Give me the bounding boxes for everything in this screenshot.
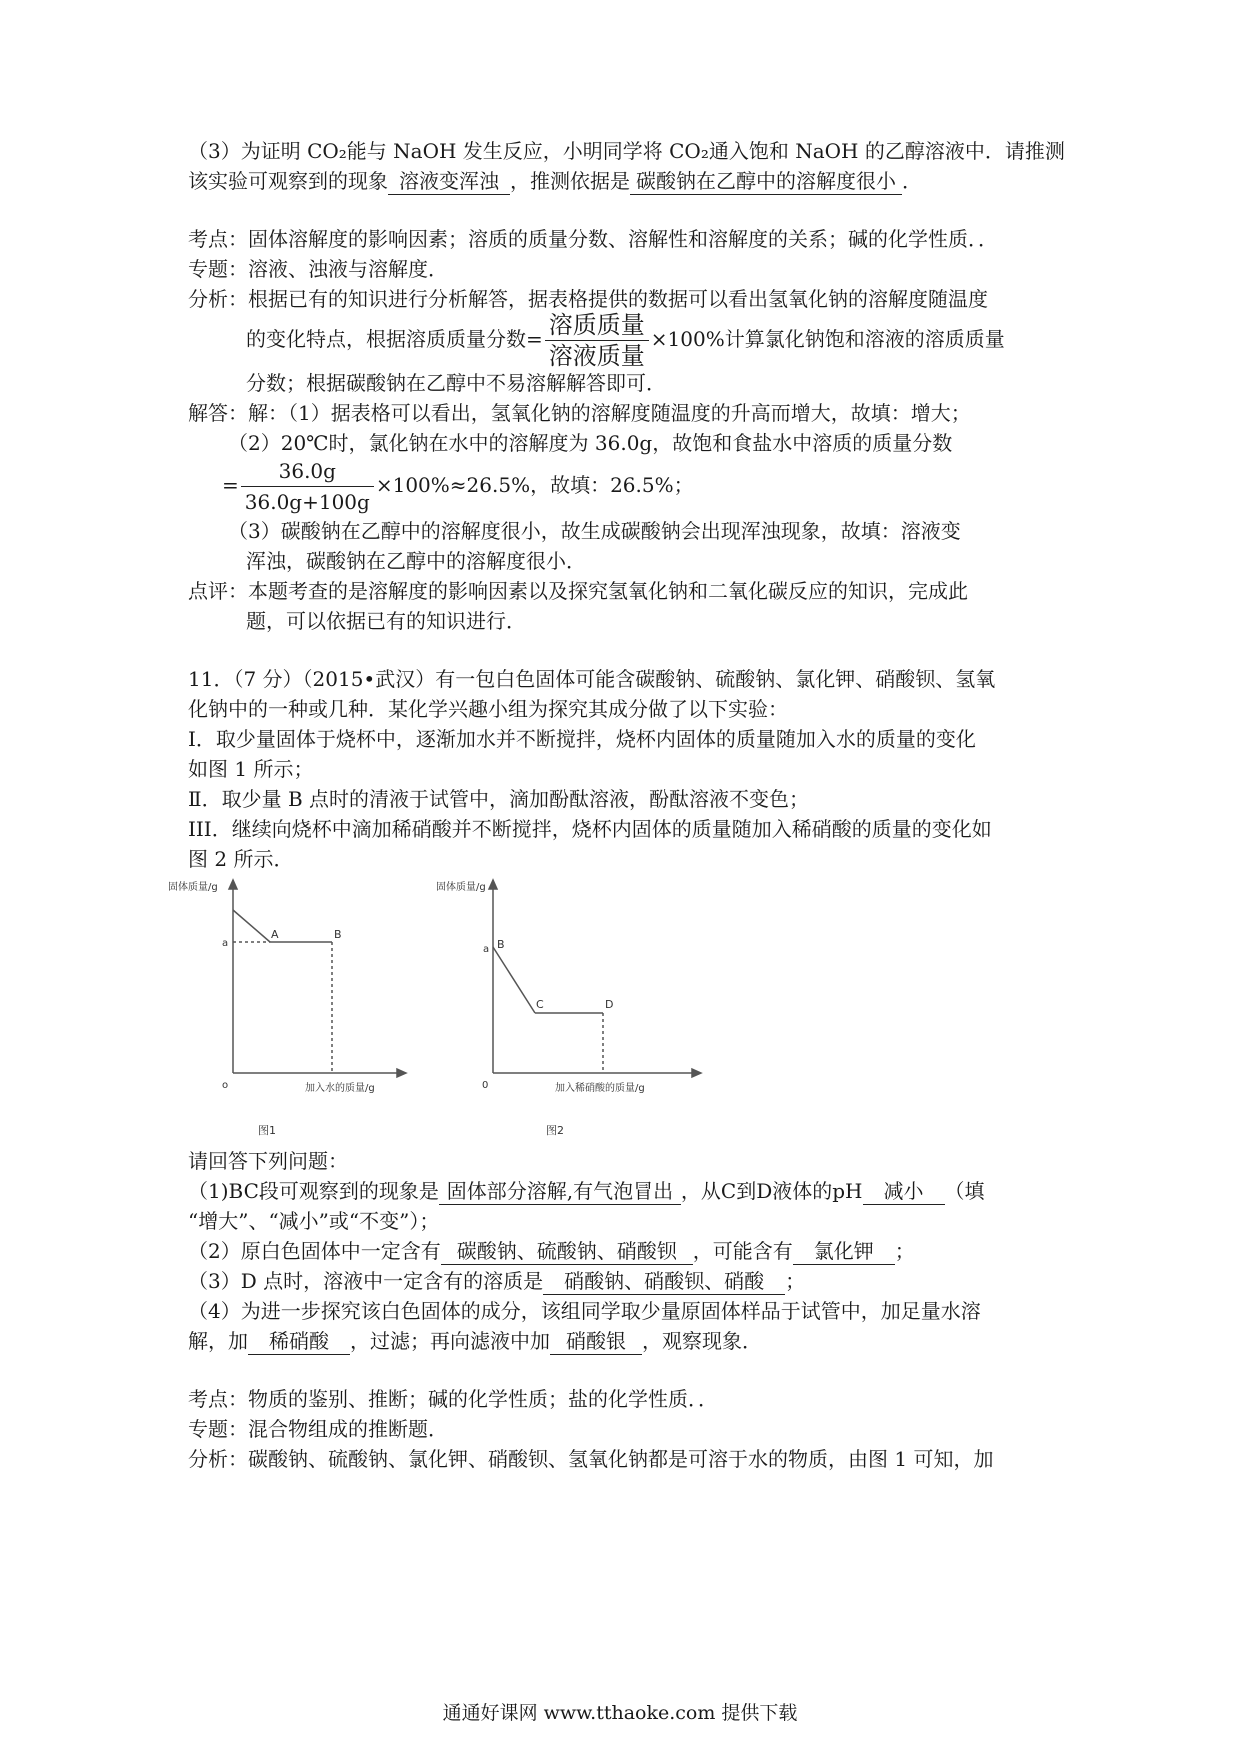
answer-blank: 硝酸银 — [550, 1328, 642, 1355]
question-4-line-1: （4）为进一步探究该白色固体的成分，该组同学取少量原固体样品于试管中，加足量水溶 — [188, 1299, 981, 1323]
jieda-line-3: （3）碳酸钠在乙醇中的溶解度很小，故生成碳酸钠会出现浑浊现象，故填：溶液变 — [228, 519, 961, 543]
answer-blank: 减小 — [863, 1178, 945, 1205]
q11-step3-b: 图 2 所示． — [188, 847, 294, 871]
point-a-label: A — [271, 928, 279, 941]
question-3: （3）D 点时，溶液中一定含有的溶质是 硝酸钠、硝酸钡、硝酸 ； — [188, 1269, 806, 1293]
x-axis-arrow — [397, 1069, 406, 1077]
figure-1 — [168, 880, 460, 1140]
kaodian-2: 考点：物质的鉴别、推断；碱的化学性质；盐的化学性质．． — [188, 1387, 718, 1411]
dianping-line-1: 点评：本题考查的是溶解度的影响因素以及探究氢氧化钠和二氧化碳反应的知识，完成此 — [188, 579, 968, 603]
q11-step2: Ⅱ．取少量 B 点时的清液于试管中，滴加酚酞溶液，酚酞溶液不变色； — [188, 787, 810, 811]
curve-segment-descending — [493, 947, 535, 1013]
question-2: （2）原白色固体中一定含有 碳酸钠、硫酸钠、硝酸钡 ，可能含有 氯化钾 ； — [188, 1239, 915, 1263]
kaodian: 考点：固体溶解度的影响因素；溶质的质量分数、溶解性和溶解度的关系；碱的化学性质．． — [188, 227, 998, 251]
answer-blank: 固体部分溶解,有气泡冒出 — [439, 1178, 681, 1205]
answer-blank: 硝酸钠、硝酸钡、硝酸 — [543, 1268, 785, 1295]
question-1-hint: “增大”、“减小”或“不变”）； — [188, 1209, 440, 1233]
fenxi-2: 分析：碳酸钠、硫酸钠、氯化钾、硝酸钡、氢氧化钠都是可溶于水的物质，由图 1 可知，加 — [188, 1447, 994, 1471]
answer-blank: 碳酸钠、硫酸钠、硝酸钡 — [441, 1238, 693, 1265]
jieda-line-2: （2）20℃时，氯化钠在水中的溶解度为 36.0g，故饱和食盐水中溶质的质量分数 — [228, 431, 953, 455]
jieda-line-1: 解答：解：（1）据表格可以看出，氢氧化钠的溶解度随温度的升高而增大，故填：增大； — [188, 401, 971, 425]
x-axis-label: 加入水的质量/g — [305, 1083, 375, 1094]
figure-2 — [436, 880, 730, 1140]
zhuanti-2: 专题：混合物组成的推断题． — [188, 1417, 448, 1441]
x-axis-arrow — [692, 1069, 701, 1077]
fenxi-line-3: 分数；根据碳酸钠在乙醇中不易溶解解答即可． — [246, 371, 666, 395]
point-b-label: B — [497, 938, 505, 951]
x-axis-label: 加入稀硝酸的质量/g — [555, 1083, 645, 1094]
y-axis-arrow — [229, 880, 237, 889]
answer-blank: 碳酸钠在乙醇中的溶解度很小 — [630, 168, 902, 195]
a-level-label: a — [222, 938, 229, 949]
q3-line-2: 该实验可观察到的现象 溶液变浑浊 ，推测依据是 碳酸钠在乙醇中的溶解度很小 ． — [188, 169, 922, 193]
fenxi-line-1: 分析：根据已有的知识进行分析解答，据表格提供的数据可以看出氢氧化钠的溶解度随温度 — [188, 287, 988, 311]
q11-step1-a: Ⅰ．取少量固体于烧杯中，逐渐加水并不断搅拌，烧杯内固体的质量随加入水的质量的变化 — [188, 727, 976, 751]
q11-stem-2: 化钠中的一种或几种．某化学兴趣小组为探究其成分做了以下实验： — [188, 697, 788, 721]
answer-blank: 稀硝酸 — [248, 1328, 350, 1355]
mass-fraction-formula: $\frac{\text{溶质质量}}{\text{溶液质量}}$ — [545, 310, 649, 371]
questions-intro: 请回答下列问题： — [188, 1149, 348, 1173]
y-axis-label: 固体质量/g — [168, 882, 218, 893]
question-4-line-2: 解，加 稀硝酸 ，过滤；再向滤液中加 硝酸银 ，观察现象． — [188, 1329, 762, 1353]
answer-blank: 氯化钾 — [793, 1238, 895, 1265]
y-axis-arrow — [489, 880, 497, 889]
origin-label: o — [222, 1080, 229, 1091]
curve-segment-descending — [233, 910, 270, 942]
point-d-label: D — [605, 998, 614, 1011]
y-axis-label: 固体质量/g — [436, 882, 486, 893]
q11-stem-1: 11．（7 分）（2015•武汉）有一包白色固体可能含碳酸钠、硫酸钠、氯化钾、硝酸钡、氢氧 — [188, 667, 996, 691]
a-level-label: a — [483, 944, 490, 955]
q3-line-1: （3）为证明 CO₂能与 NaOH 发生反应，小明同学将 CO₂通入饱和 NaOH 的乙醇溶液中．请推测 — [188, 139, 1065, 163]
figure-caption: 图1 — [258, 1124, 276, 1137]
page-footer: 通通好课网 www.tthaoke.com 提供下载 — [442, 1702, 798, 1724]
origin-label: 0 — [482, 1080, 489, 1091]
dianping-line-2: 题，可以依据已有的知识进行． — [246, 609, 526, 633]
question-1: （1)BC段可观察到的现象是 固体部分溶解,有气泡冒出 ，从C到D液体的pH 减小 （填 — [188, 1179, 985, 1203]
point-c-label: C — [536, 998, 544, 1011]
q11-step3-a: III．继续向烧杯中滴加稀硝酸并不断搅拌，烧杯内固体的质量随加入稀硝酸的质量的变化如 — [188, 817, 992, 841]
figure-caption: 图2 — [546, 1124, 564, 1137]
fenxi-line-2: 的变化特点，根据溶质质量分数= $\frac{\text{溶质质量}}{\text{溶液质量}}$ ×100%计算氯化钠饱和溶液的溶质质量 — [246, 311, 1005, 370]
q11-step1-b: 如图 1 所示； — [188, 757, 314, 781]
zhuanti: 专题：溶液、浊液与溶解度． — [188, 257, 448, 281]
jieda-line-4: 浑浊，碳酸钠在乙醇中的溶解度很小． — [246, 549, 586, 573]
equation-fraction: $\frac{36.0g}{36.0g+100g}$ — [241, 456, 374, 517]
jieda-equation: = $\frac{36.0g}{36.0g+100g}$ ×100%≈26.5%，故填：26.5%； — [222, 456, 694, 517]
point-b-label: B — [334, 928, 342, 941]
answer-blank: 溶液变浑浊 — [388, 168, 510, 195]
